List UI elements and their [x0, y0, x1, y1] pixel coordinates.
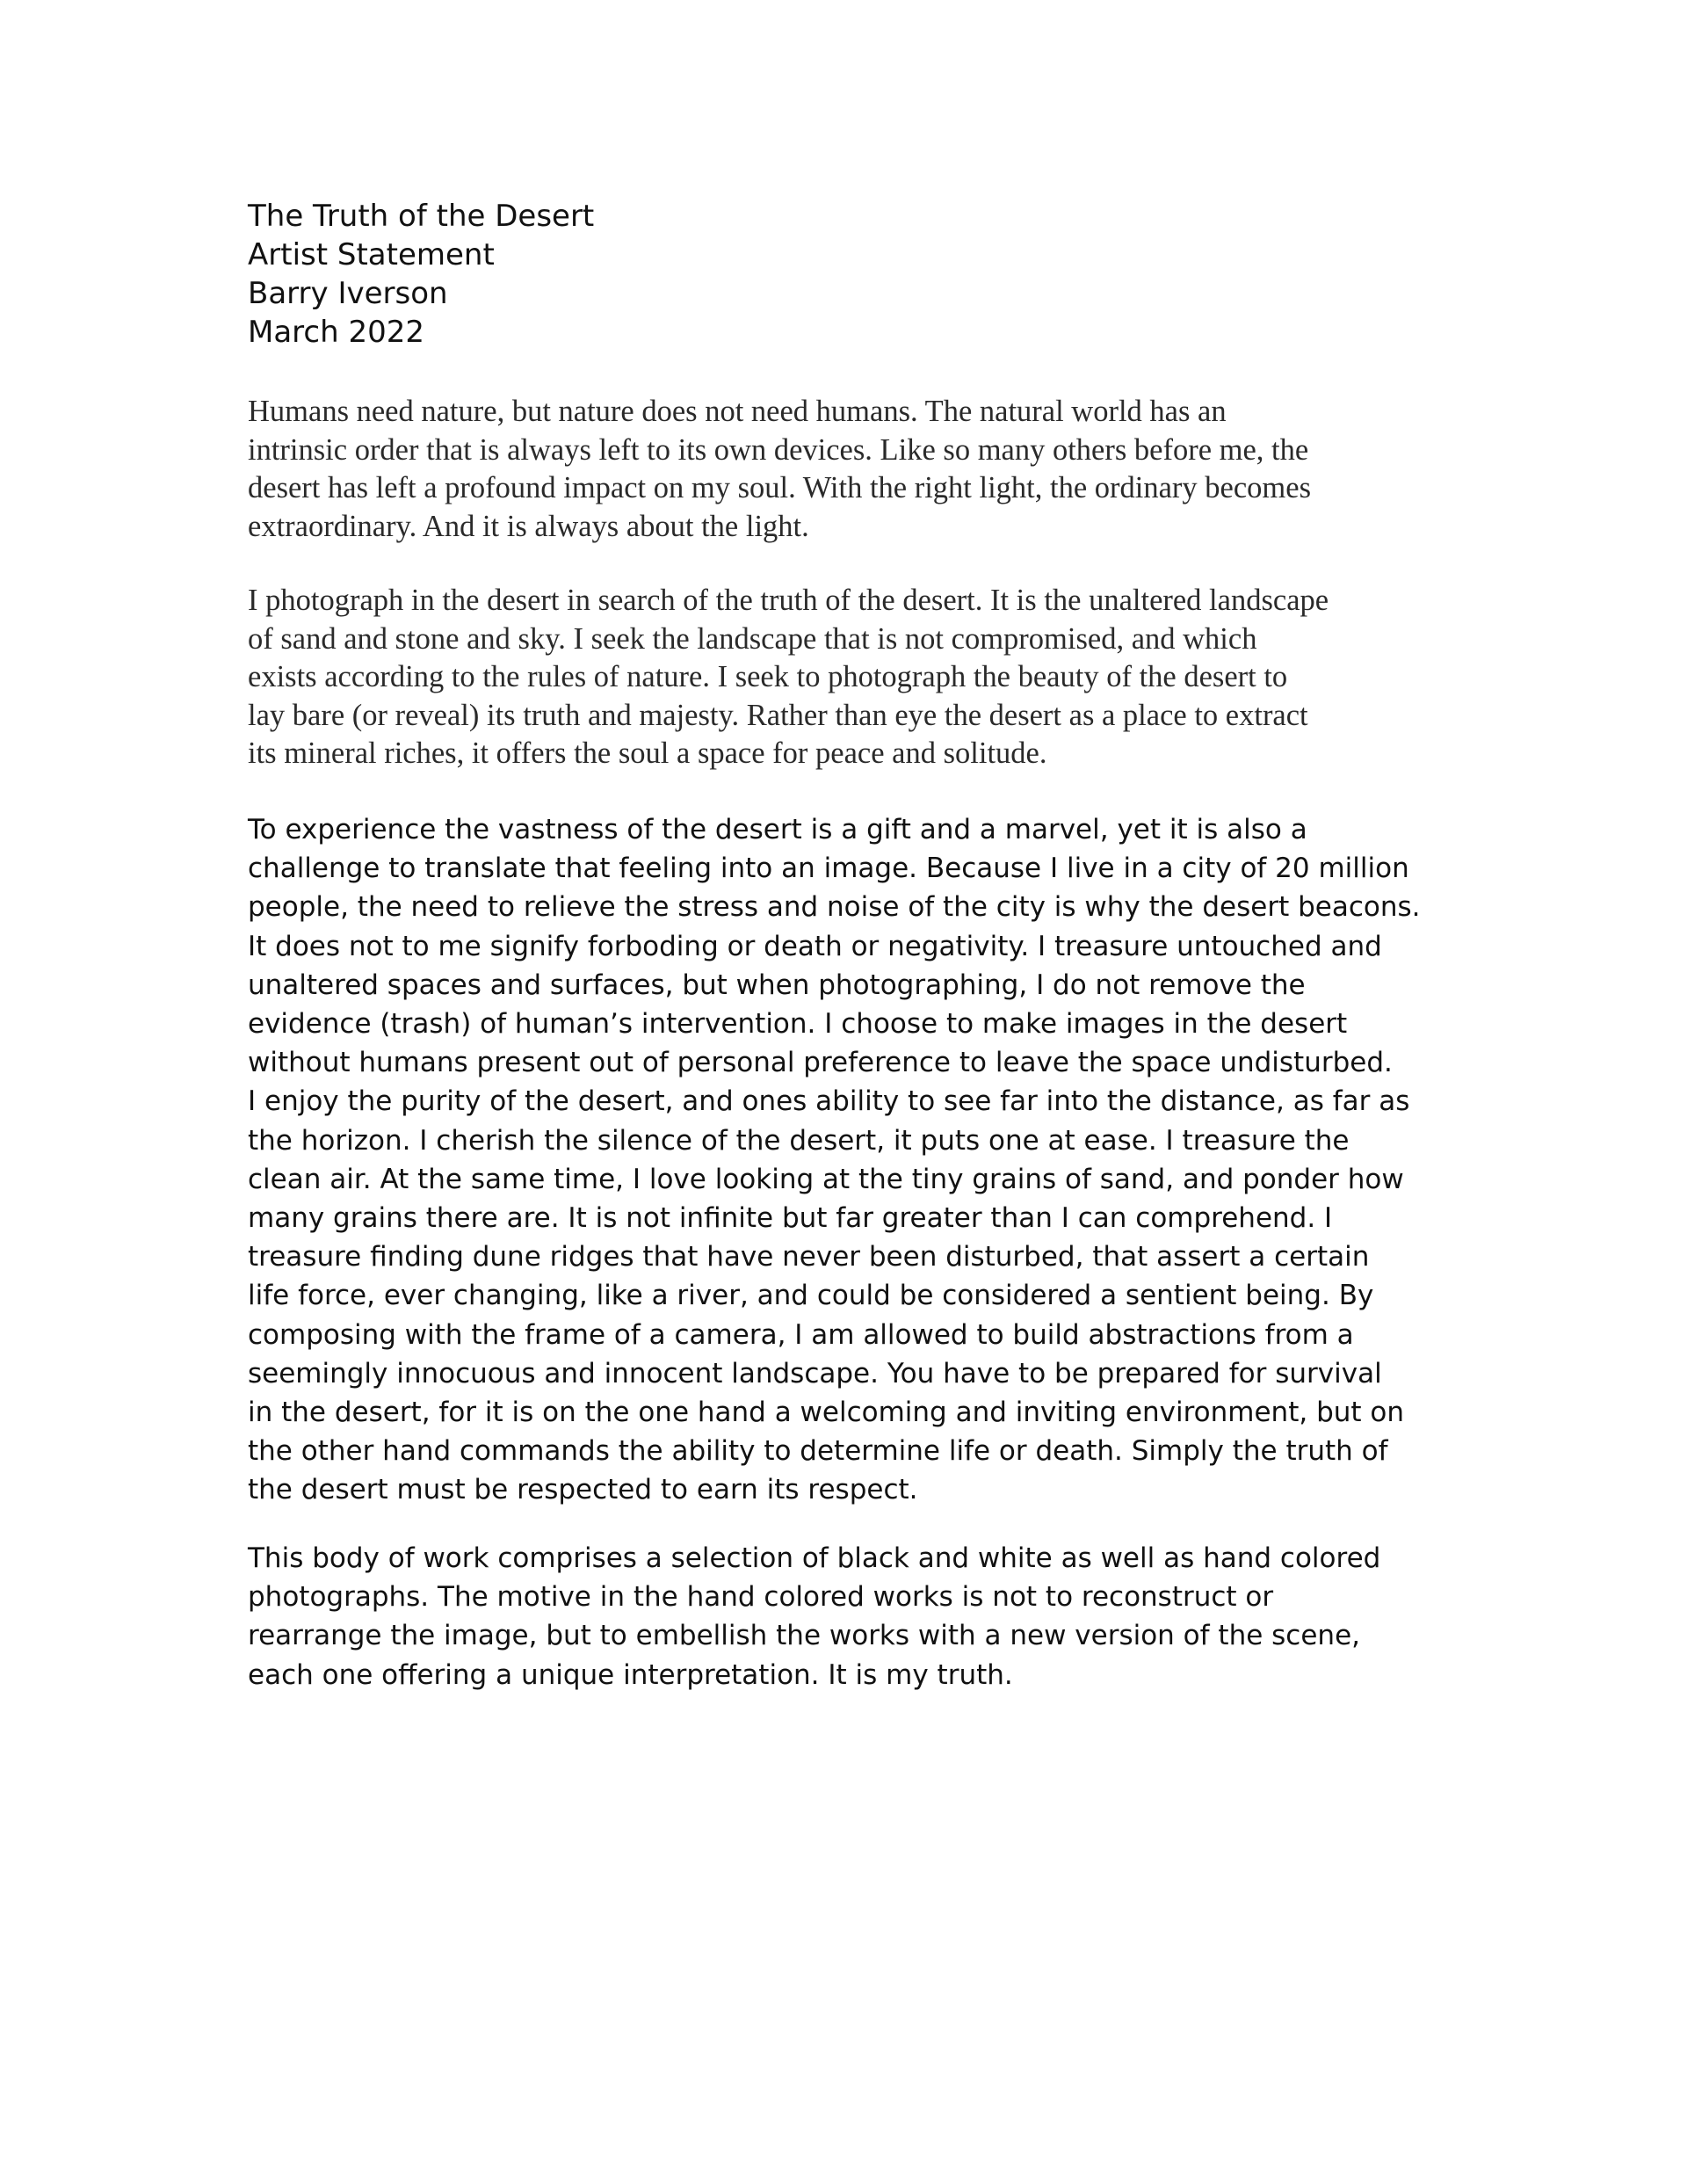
paragraph-photograph: I photograph in the desert in search of the truth of the desert. It is the unaltered landscape of sand and stone and sky. I seek the landscape that is not compromised, and which exists according to the rules of nature. I seek to photograph the beauty of the desert to lay bare (or reveal) its truth and majesty. Rather than eye the desert as a place to extract its mineral riches, it offers the soul a space for peace and solitude. [248, 584, 1329, 770]
document-title: The Truth of the Desert [248, 199, 595, 234]
paragraph-vastness: To experience the vastness of the desert is a gift and a marvel, yet it is also a challenge to translate that feeling into an image. Because I live in a city of 20 million people, the need to relieve the stress and noise of the city is why the desert beacons. It does not to me signify forboding or death or negativity. I treasure untouched and unaltered spaces and surfaces, but when photographing, I do not remove the evidence (trash) of human’s intervention. I choose to make images in the desert without humans present out of personal preference to leave the space undisturbed. I enjoy the purity of the desert, and ones ability to see far into the distance, as far as the horizon. I cherish the silence of the desert, it puts one at ease. I treasure the clean air. At the same time, I love looking at the tiny grains of sand, and ponder how many grains there are. It is not infinite but far greater than I can comprehend. I treasure finding dune ridges that have never been disturbed, that assert a certain life force, ever changing, like a river, and could be considered a sentient being. By composing with the frame of a camera, I am allowed to build abstractions from a seemingly innocuous and innocent landscape. You have to be prepared for survival in the desert, for it is on the one hand a welcoming and inviting environment, but on the other hand commands the ability to determine life or death. Simply the truth of the desert must be respected to earn its respect. [248, 814, 1421, 1506]
document-author: Barry Iverson [248, 276, 448, 311]
document-date: March 2022 [248, 315, 424, 350]
paragraph-body-of-work: This body of work comprises a selection of black and white as well as hand colored photographs. The motive in the hand colored works is not to reconstruct or rearrange the image, but to embellish the works with a new version of the scene, each one offering a unique interpretation. It is my truth. [248, 1542, 1381, 1691]
document-subtitle: Artist Statement [248, 237, 495, 272]
document-header [248, 197, 1478, 352]
paragraph-nature: Humans need nature, but nature does not need humans. The natural world has an intrinsic order that is always left to its own devices. Like so many others before me, the desert has left a profound impact on my soul. With the right light, the ordinary becomes extraordinary. And it is always about the light. [248, 395, 1311, 543]
